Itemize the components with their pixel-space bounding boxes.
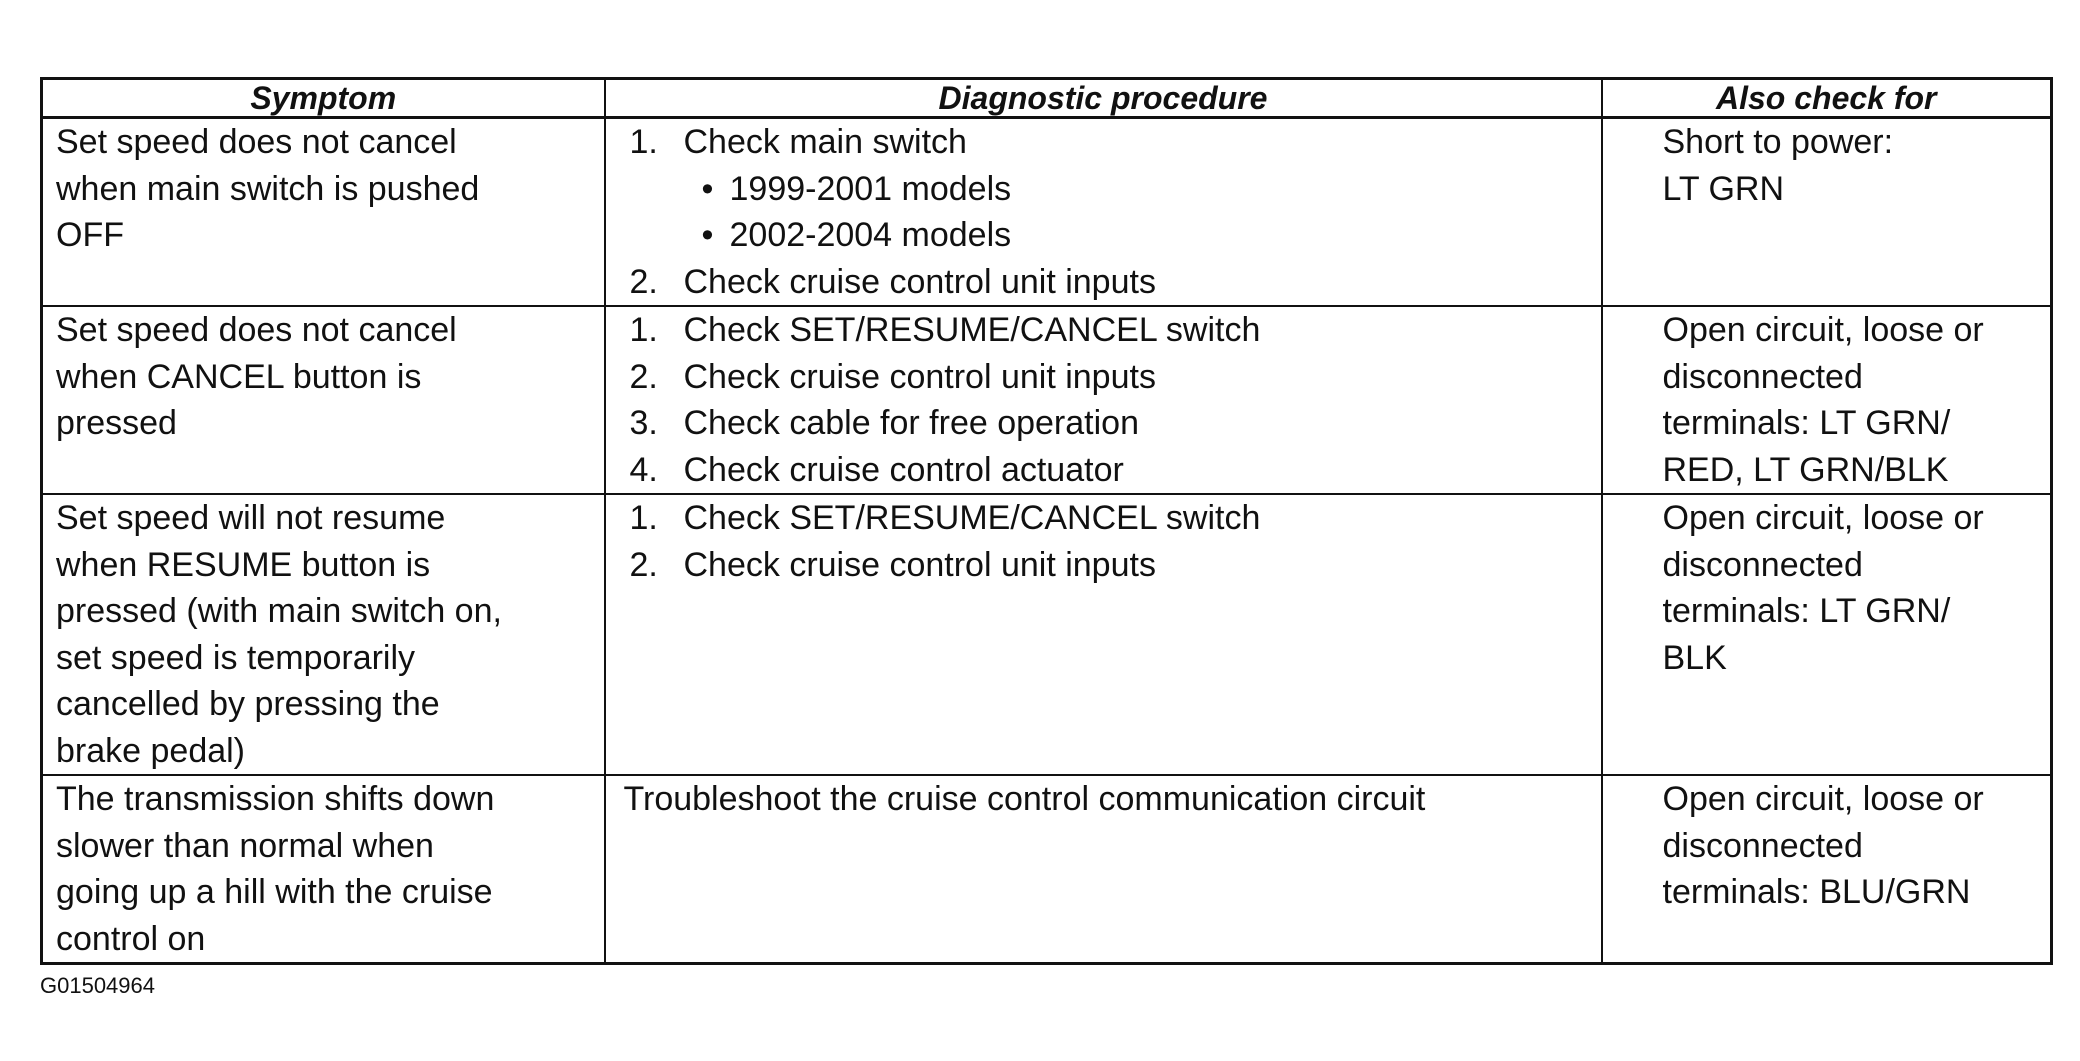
table-row [42,775,2052,964]
symptom-line: Set speed does not cancel [56,311,457,349]
symptom-line: when main switch is pushed [56,169,480,208]
step-text: Check SET/RESUME/CANCEL switch [683,311,1261,349]
also-check-cell [1602,306,2052,494]
table-row [42,306,2052,494]
procedure-cell [605,118,1602,307]
step-text: Check cable for free operation [683,404,1139,442]
symptom-line: Set speed will not resume [56,499,446,537]
figure-code: G01504964 [40,973,155,998]
symptom-line: The transmission shifts down [56,780,495,818]
symptom-cell [42,306,605,494]
also-check-line: terminals: LT GRN/ [1662,404,1951,442]
symptom-line: OFF [56,216,124,254]
procedure-cell [605,494,1602,775]
also-check-line: BLK [1662,638,1727,677]
table-row [42,494,2052,775]
also-check-line: RED, LT GRN/BLK [1662,450,1949,489]
step-number: 1. [629,311,658,349]
step-number: 3. [629,404,658,442]
bullet-icon: • [701,216,714,254]
step-text: Check SET/RESUME/CANCEL switch [683,499,1261,537]
step-text: Check main switch [683,123,967,161]
procedure-cell [605,775,1602,964]
step-text: Check cruise control actuator [683,450,1124,489]
procedure-substep [618,212,1593,259]
procedure-step [618,354,1593,401]
header-diagnostic-procedure: Diagnostic procedure [605,79,1602,118]
procedure-substep [618,166,1593,213]
symptom-line: slower than normal when [56,826,434,865]
table-header-row [42,79,2052,118]
step-text: Check cruise control unit inputs [683,357,1156,396]
also-check-line: terminals: LT GRN/ [1662,592,1951,630]
step-text: Check cruise control unit inputs [683,262,1156,301]
also-check-line: disconnected [1662,357,1863,396]
also-check-line: Open circuit, loose or [1662,311,1984,349]
procedure-step [618,447,1593,494]
symptom-line: set speed is temporarily [56,638,416,677]
step-number: 2. [629,357,658,396]
also-check-line: Open circuit, loose or [1662,499,1984,537]
also-check-line: LT GRN [1662,169,1785,208]
step-number: 4. [629,450,658,489]
procedure-text: Troubleshoot the cruise control communication circuit [623,780,1426,818]
symptom-line: control on [56,919,206,958]
also-check-cell [1602,775,2052,964]
symptom-cell [42,775,605,964]
procedure-step [618,400,1593,447]
bullet-icon: • [701,169,714,208]
procedure-step [618,495,1593,542]
diagnostic-table [40,77,2053,965]
also-check-cell [1602,494,2052,775]
symptom-line: going up a hill with the cruise [56,873,493,911]
step-number: 1. [629,123,658,161]
symptom-cell [42,494,605,775]
substep-text: 2002-2004 models [729,216,1012,254]
symptom-line: pressed (with main switch on, [56,592,502,630]
procedure-cell [605,306,1602,494]
also-check-line: disconnected [1662,826,1863,865]
also-check-line: terminals: BLU/GRN [1662,873,1971,911]
symptom-line: brake pedal) [56,731,246,770]
also-check-line: Open circuit, loose or [1662,780,1984,818]
symptom-line: pressed [56,404,177,442]
header-symptom: Symptom [42,79,605,118]
step-number: 2. [629,262,658,301]
step-number: 2. [629,545,658,584]
also-check-line: Short to power: [1662,123,1894,161]
step-text: Check cruise control unit inputs [683,545,1156,584]
symptom-line: Set speed does not cancel [56,123,457,161]
procedure-step [618,259,1593,306]
symptom-line: when RESUME button is [56,545,431,584]
symptom-line: when CANCEL button is [56,357,422,396]
step-number: 1. [629,499,658,537]
table-row [42,118,2052,307]
header-also-check-for: Also check for [1602,79,2052,118]
symptom-line: cancelled by pressing the [56,685,440,723]
procedure-step [618,119,1593,166]
also-check-cell [1602,118,2052,307]
also-check-line: disconnected [1662,545,1863,584]
symptom-cell [42,118,605,307]
procedure-step [618,542,1593,589]
procedure-step [618,307,1593,354]
substep-text: 1999-2001 models [729,169,1012,208]
